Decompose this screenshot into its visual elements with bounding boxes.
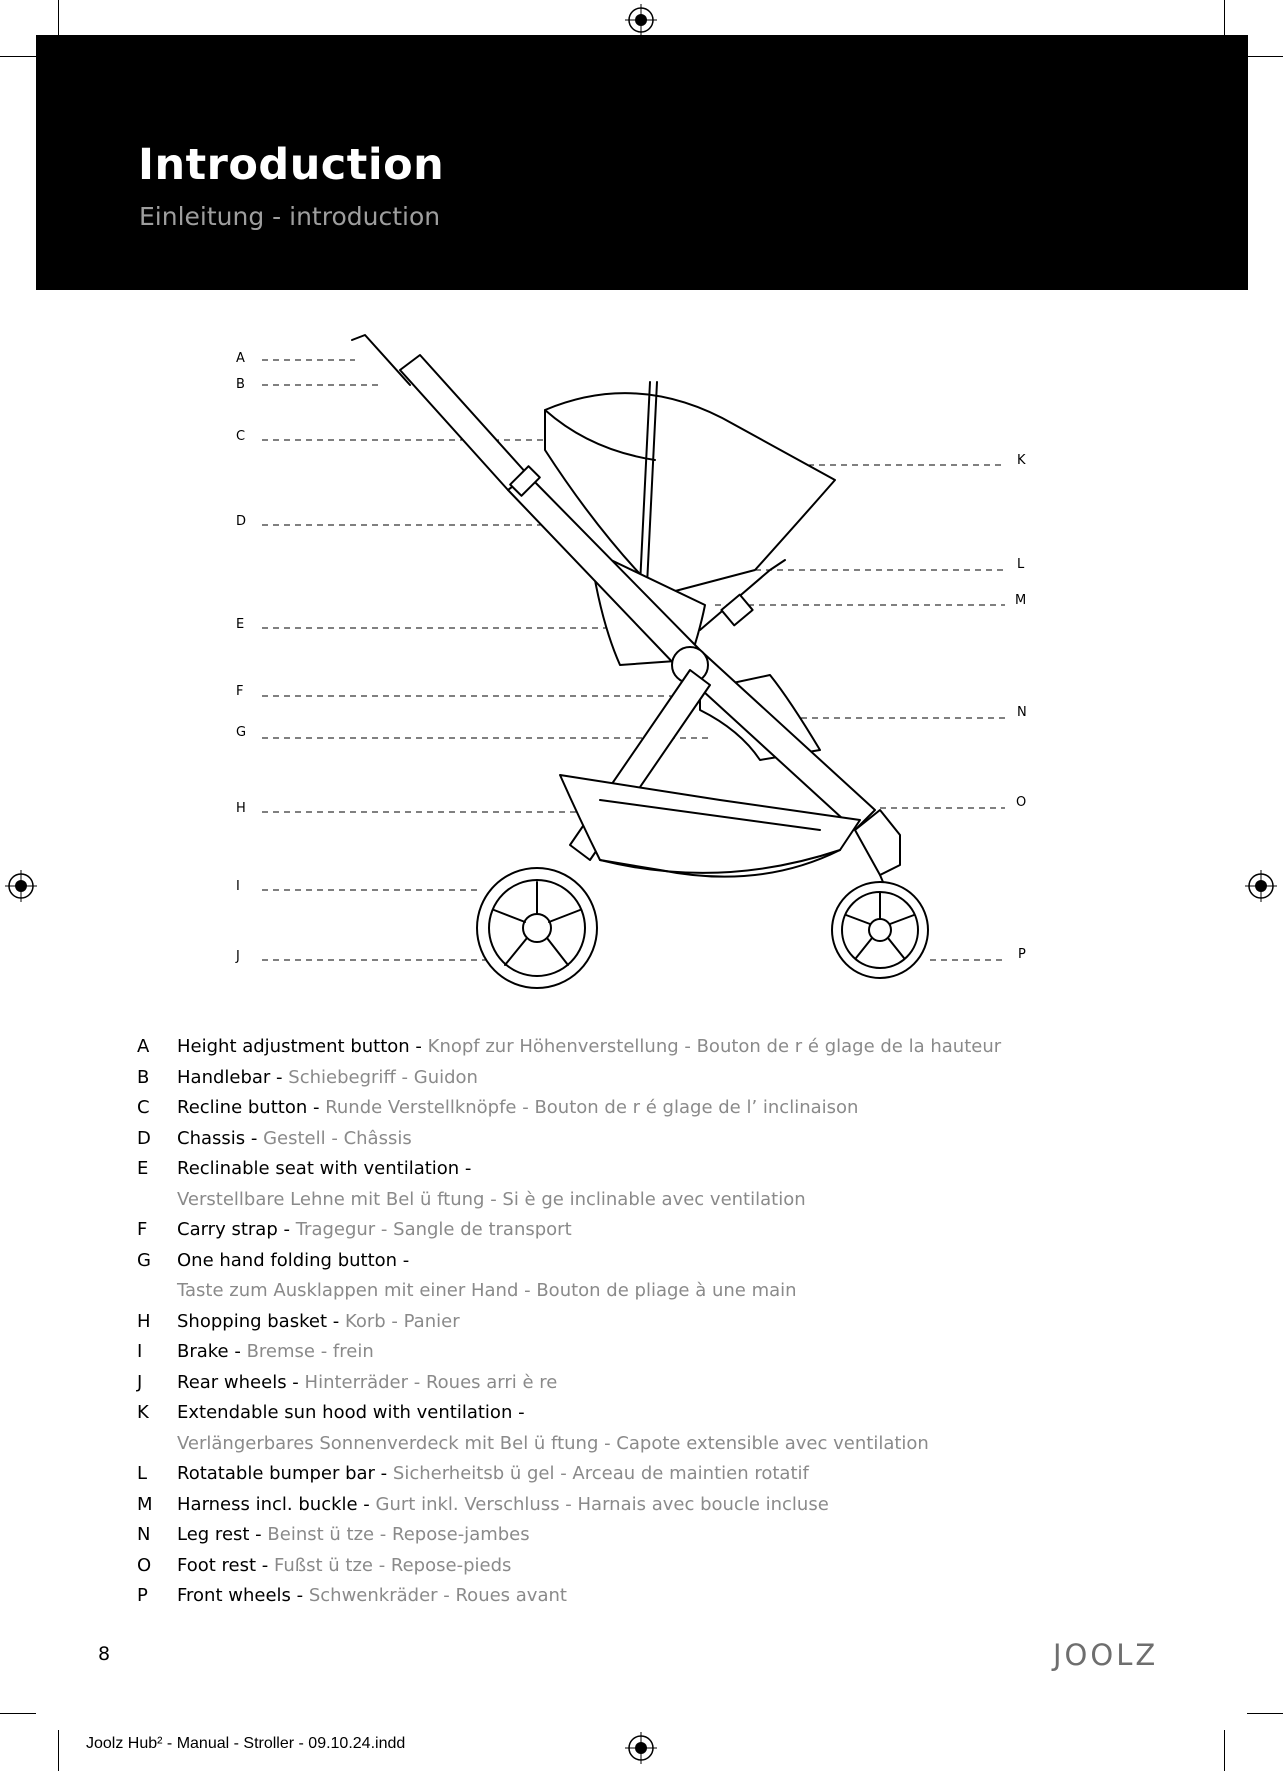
legend-english: Brake - [177,1341,247,1362]
legend-letter: K [137,1402,149,1423]
legend-english: Rear wheels - [177,1371,305,1393]
legend-translation: Gurt inkl. Verschluss - Harnais avec boucle incluse [375,1493,829,1515]
legend-item [137,1459,1217,1490]
legend-item [137,1063,1217,1094]
legend-item [137,1337,1217,1368]
legend-item [137,1490,1217,1521]
legend-english: Height adjustment button - [177,1036,428,1057]
crop-mark [1247,56,1283,57]
registration-mark-icon [623,1730,659,1766]
legend-item [137,1154,1217,1185]
page-title: Introduction [138,140,445,190]
crop-mark [0,56,36,57]
diagram-label: G [236,725,247,740]
crop-mark [58,1730,59,1771]
legend-letter: J [137,1371,143,1393]
legend-translation: Beinst ü tze - Repose-jambes [267,1524,530,1545]
page-subtitle: Einleitung - introduction [139,202,441,231]
legend-letter: D [137,1127,151,1149]
legend-translation: Schwenkräder - Roues avant [308,1585,567,1606]
legend-english: Front wheels - [177,1585,309,1606]
diagram-label: J [236,949,240,964]
legend-letter: B [137,1066,150,1088]
diagram-label: A [236,351,245,366]
legend-english: Chassis - [177,1127,264,1149]
legend-translation: Korb - Panier [344,1310,460,1332]
legend-item [137,1124,1217,1155]
diagram-label: P [1018,947,1026,962]
parts-legend [137,1032,1217,1612]
legend-english: Shopping basket - [177,1310,345,1332]
legend-english: Leg rest - [177,1524,268,1545]
legend-english: Extendable sun hood with ventilation - [177,1402,525,1423]
diagram-label: K [1017,453,1026,468]
diagram-label: D [236,514,247,529]
legend-item-continuation [137,1429,1217,1460]
legend-english: Recline button - [177,1097,326,1118]
legend-english: Rotatable bumper bar - [177,1463,393,1484]
legend-item [137,1246,1217,1277]
legend-english: Reclinable seat with ventilation - [177,1158,472,1179]
legend-english: One hand folding button - [177,1249,410,1271]
diagram-label: N [1017,705,1027,720]
legend-translation: Tragegur - Sangle de transport [295,1219,572,1240]
diagram-label: M [1015,593,1027,608]
diagram-label: E [236,617,245,632]
brand-logo: JOOLZ [1053,1638,1159,1672]
legend-letter: N [137,1524,151,1545]
legend-translation: Fußst ü tze - Repose-pieds [273,1554,512,1576]
legend-item-continuation [137,1276,1217,1307]
legend-letter: O [137,1554,152,1576]
crop-mark [1224,1730,1225,1771]
registration-mark-icon [623,2,659,38]
legend-english: Carry strap - [177,1219,296,1240]
legend-letter: L [137,1463,148,1484]
legend-letter: F [137,1219,148,1240]
diagram-label: O [1016,795,1027,810]
legend-letter: A [137,1036,150,1057]
legend-translation: Taste zum Ausklappen mit einer Hand - Bouton de pliage à une main [177,1280,797,1301]
legend-translation: Runde Verstellknöpfe - Bouton de r é glage de l’ inclinaison [325,1097,859,1118]
legend-english: Foot rest - [177,1554,274,1576]
legend-letter: M [137,1493,153,1515]
stroller-illustration [0,330,1283,1010]
diagram-label: F [236,684,244,699]
legend-letter: H [137,1310,151,1332]
crop-mark [1224,0,1225,36]
legend-item [137,1368,1217,1399]
diagram-label: C [236,429,246,444]
legend-item [137,1093,1217,1124]
legend-item [137,1215,1217,1246]
legend-translation: Verstellbare Lehne mit Bel ü ftung - Si è ge inclinable avec ventilation [177,1188,806,1210]
legend-english: Handlebar - [177,1066,289,1088]
legend-item [137,1307,1217,1338]
legend-translation: Verlängerbares Sonnenverdeck mit Bel ü ftung - Capote extensible avec ventilation [177,1432,929,1454]
legend-letter: I [137,1341,143,1362]
legend-item-continuation [137,1185,1217,1216]
page-header [36,35,1248,290]
legend-item [137,1551,1217,1582]
legend-item [137,1520,1217,1551]
legend-letter: C [137,1097,150,1118]
diagram-label: I [236,879,240,894]
crop-mark [1247,1713,1283,1714]
legend-item [137,1398,1217,1429]
legend-translation: Sicherheitsb ü gel - Arceau de maintien rotatif [392,1463,809,1484]
legend-english: Harness incl. buckle - [177,1493,376,1515]
diagram-label: H [236,801,246,816]
legend-item [137,1032,1217,1063]
page-number: 8 [98,1643,111,1665]
legend-letter: E [137,1158,149,1179]
stroller-diagram [0,330,1283,1010]
print-slug: Joolz Hub² - Manual - Stroller - 09.10.24.indd [86,1735,406,1752]
diagram-label: L [1017,557,1025,572]
legend-item [137,1581,1217,1612]
legend-translation: Bremse - frein [246,1341,374,1362]
legend-translation: Knopf zur Höhenverstellung - Bouton de r é glage de la hauteur [427,1036,1002,1057]
crop-mark [0,1713,36,1714]
legend-letter: G [137,1249,151,1271]
legend-translation: Gestell - Châssis [263,1127,412,1149]
legend-letter: P [137,1585,148,1606]
legend-translation: Hinterräder - Roues arri è re [304,1371,558,1393]
legend-translation: Schiebegriff - Guidon [288,1066,478,1088]
diagram-label: B [236,377,245,392]
crop-mark [58,0,59,36]
